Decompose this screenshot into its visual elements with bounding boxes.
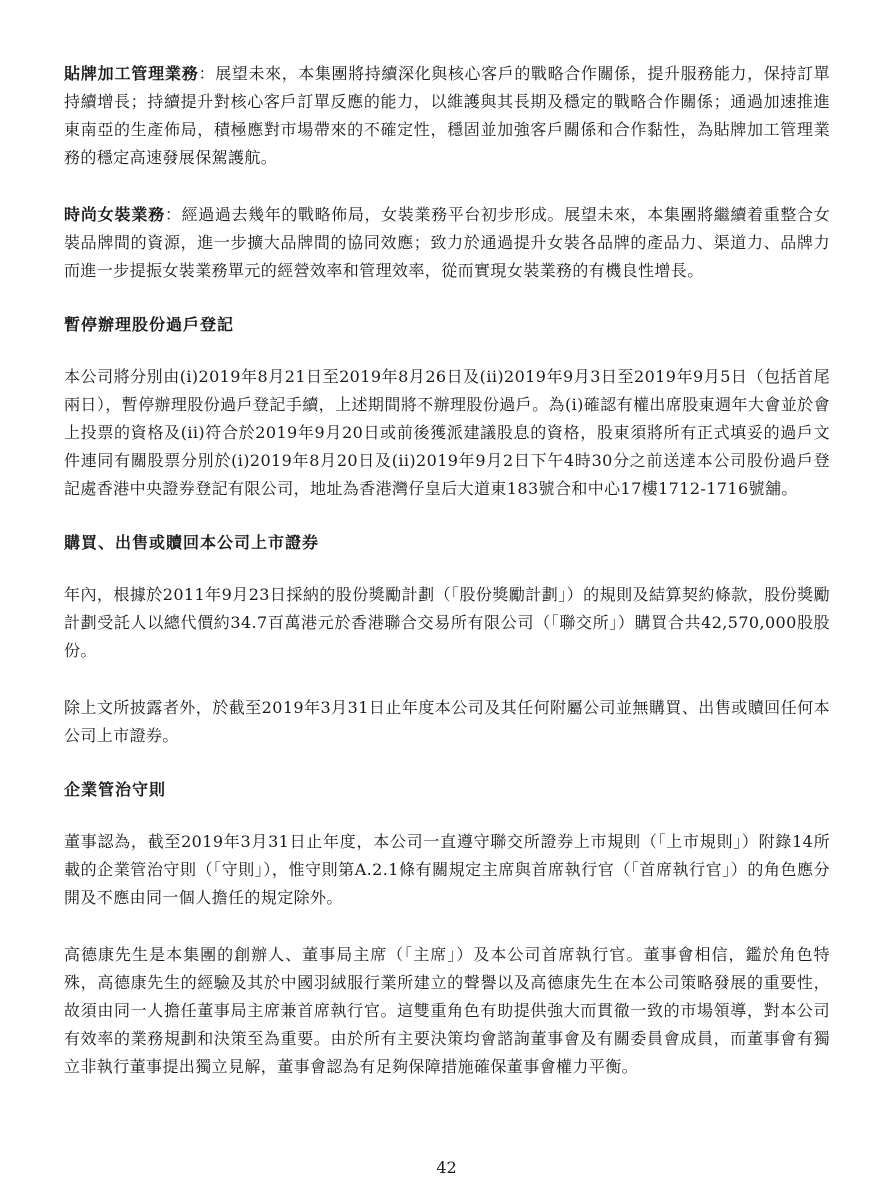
securities-heading: 購買、出售或贖回本公司上市證券: [64, 533, 320, 552]
governance-paragraph-2: 高德康先生是本集團的創辦人、董事局主席（「主席」）及本公司首席執行官。董事會相信，鑑於角色特殊，高德康先生的經驗及其於中國羽絨服行業所建立的聲譽以及高德康先生在本公司策略發展的重要性，故須由同一人擔任董事局主席兼首席執行官。這雙重角色有助提供強大而貫徹一致的市場領導，對本公司有效率的業務規劃和決策至為重要。由於所有主要決策均會諮詢董事會及有關委員會成員，而董事會有獨立非執行董事提出獨立見解，董事會認為有足夠保障措施確保董事會權力平衡。: [64, 945, 830, 1076]
page-number: 42: [436, 1158, 457, 1177]
ladieswear-lead: 時尚女裝業務: [64, 205, 165, 224]
document-body: [64, 60, 830, 1081]
closure-heading: 暫停辦理股份過戶登記: [64, 315, 235, 334]
closure-paragraph: 本公司將分別由(i)2019年8月21日至2019年8月26日及(ii)2019年9月3日至2019年9月5日（包括首尾兩日），暫停辦理股份過戶登記手續，上述期間將不辦理股份過戶。為(i)確認有權出席股東週年大會並於會上投票的資格及(ii)符合於2019年9月20日或前後獲派建議股息的資格，股東須將所有正式填妥的過戶文件連同有關股票分別於(i)2019年8月20日及(ii)2019年9月2日下午4時30分之前送達本公司股份過戶登記處香港中央證券登記有限公司，地址為香港灣仔皇后大道東183號合和中心17樓1712-1716號舖。: [64, 367, 830, 498]
governance-heading: 企業管治守則: [64, 780, 167, 799]
ladieswear-text: ：經過過去幾年的戰略佈局，女裝業務平台初步形成。展望未來，本集團將繼續着重整合女裝品牌間的資源，進一步擴大品牌間的協同效應；致力於通過提升女裝各品牌的產品力、渠道力、品牌力而進一步提振女裝業務單元的經營效率和管理效率，從而實現女裝業務的有機良性增長。: [64, 205, 830, 280]
branding-text: ：展望未來，本集團將持續深化與核心客戶的戰略合作關係，提升服務能力，保持訂單持續增長；持續提升對核心客戶訂單反應的能力，以維護與其長期及穩定的戰略合作關係；通過加速推進東南亞的生產佈局，積極應對市場帶來的不確定性，穩固並加強客戶關係和合作黏性，為貼牌加工管理業務的穩定高速發展保駕護航。: [64, 64, 830, 167]
branding-lead: 貼牌加工管理業務: [64, 64, 199, 83]
securities-paragraph-1: 年內，根據於2011年9月23日採納的股份獎勵計劃（「股份獎勵計劃」）的規則及結算契約條款，股份獎勵計劃受託人以總代價約34.7百萬港元於香港聯合交易所有限公司（「聯交所」）購買合共42,570,000股股份。: [64, 585, 830, 660]
governance-paragraph-1: 董事認為，截至2019年3月31日止年度，本公司一直遵守聯交所證券上市規則（「上市規則」）附錄14所載的企業管治守則（「守則」），惟守則第A.2.1條有關規定主席與首席執行官（「首席執行官」）的角色應分開及不應由同一個人擔任的規定除外。: [64, 832, 830, 907]
branding-paragraph: [64, 60, 830, 172]
securities-paragraph-2: 除上文所披露者外，於截至2019年3月31日止年度本公司及其任何附屬公司並無購買、出售或贖回任何本公司上市證券。: [64, 698, 830, 745]
ladieswear-paragraph: [64, 201, 830, 285]
